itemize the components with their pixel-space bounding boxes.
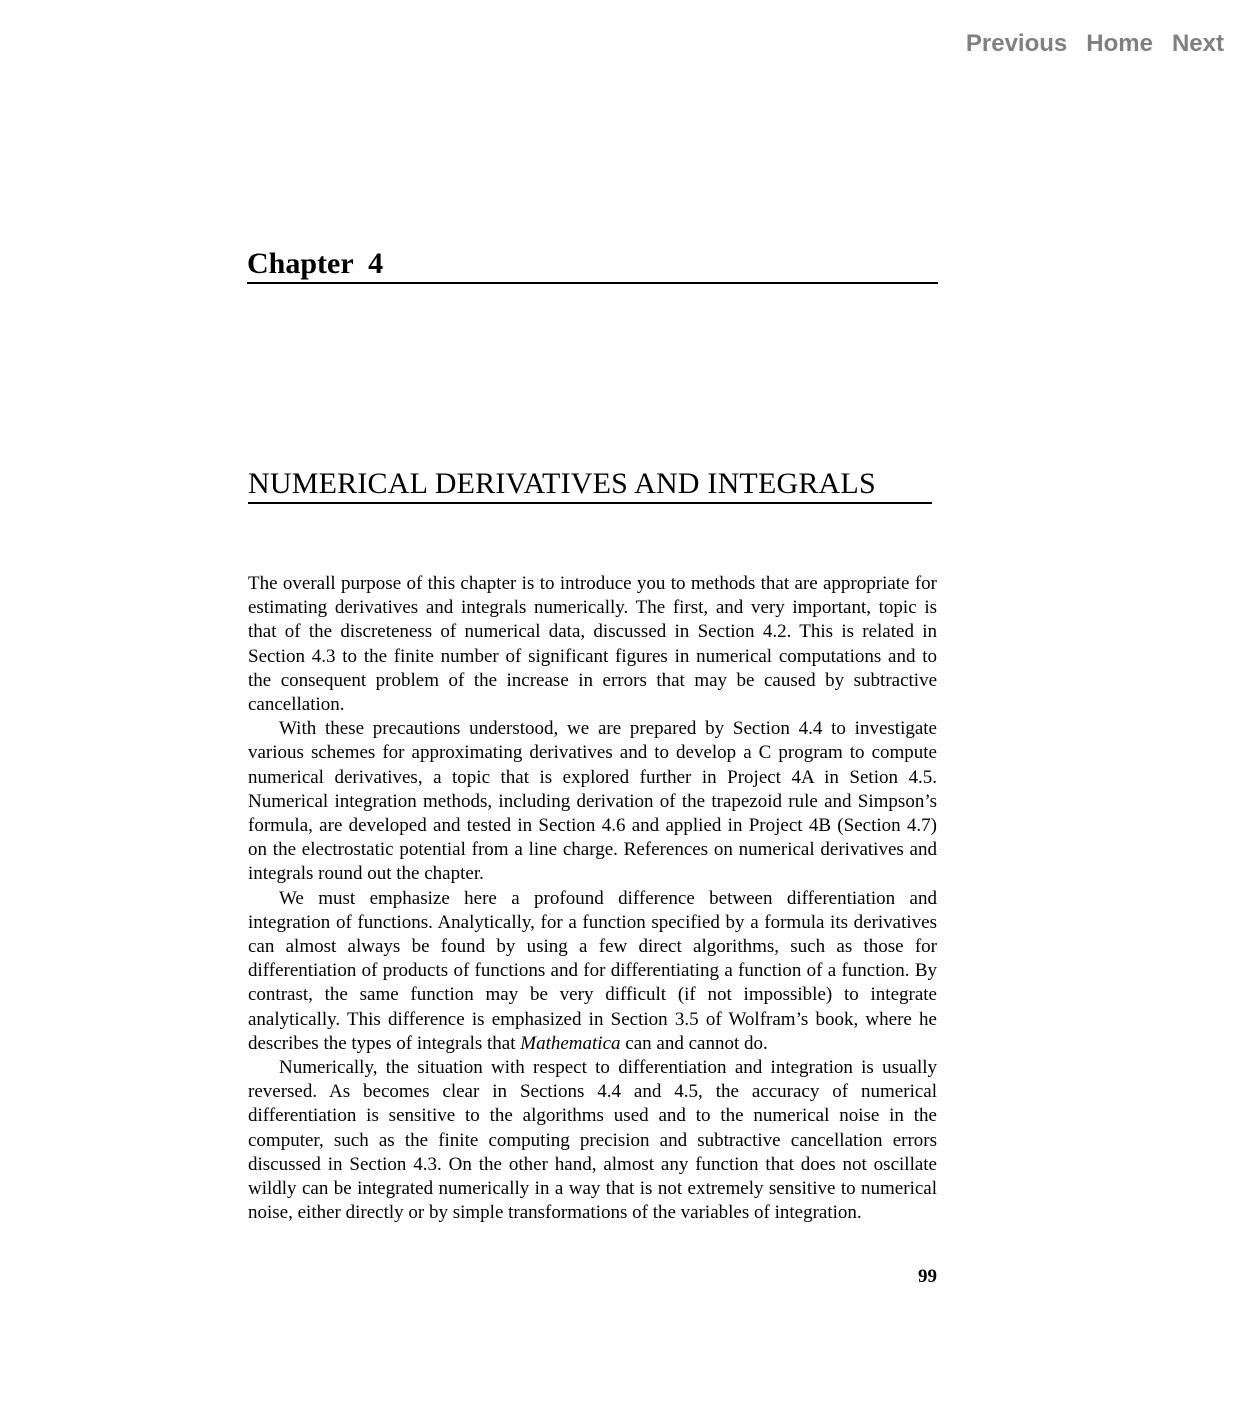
- home-link[interactable]: Home: [1086, 30, 1153, 57]
- page-number: 99: [918, 1266, 937, 1287]
- chapter-label: Chapter 4: [247, 246, 938, 284]
- page-navigation: [966, 30, 1224, 58]
- paragraph-3: [248, 887, 937, 1056]
- previous-link[interactable]: Previous: [965, 30, 1068, 57]
- paragraph-4: Numerically, the situation with respect to differentiation and integration is usually reversed. As becomes clear in Sections 4.4 and 4.5, the accuracy of numerical differentiation is sensitive to the algorithms used and to the numerical noise in the computer, such as the finite computing precision and subtractive cancellation errors discussed in Section 4.3. On the other hand, almost any function that does not oscillate wildly can be integrated numerically in a way that is not extremely sensitive to numerical noise, either directly or by simple transformations of the variables of integration.: [248, 1057, 937, 1224]
- paragraph-2: With these precautions understood, we are prepared by Section 4.4 to investigate various schemes for approximating derivatives and to develop a C program to compute numerical derivatives, a topic that is explored further in Project 4A in Setion 4.5. Numerical integration methods, including derivation of the trapezoid rule and Simpson’s formula, are developed and tested in Section 4.6 and applied in Project 4B (Section 4.7) on the electrostatic potential from a line charge. References on numerical derivatives and integrals round out the chapter.: [248, 718, 937, 885]
- paragraph-1: The overall purpose of this chapter is to introduce you to methods that are appropriate for estimating derivatives and integrals numerically. The first, and very important, topic is that of the discreteness of numerical data, discussed in Section 4.2. This is related in Section 4.3 to the finite number of significant figures in numerical computations and to the consequent problem of the increase in errors that may be caused by subtractive cancellation.: [248, 573, 937, 716]
- paragraph-3-tail: can and cannot do.: [620, 1032, 768, 1054]
- mathematica-emphasis: Mathematica: [520, 1032, 621, 1054]
- chapter-body: [248, 572, 937, 1225]
- chapter-title: NUMERICAL DERIVATIVES AND INTEGRALS: [248, 466, 932, 504]
- next-link[interactable]: Next: [1171, 30, 1224, 57]
- paragraph-3-text: We must emphasize here a profound difference between differentiation and integration of functions. Analytically, for a function specified by a formula its derivatives can almost always be found by using a few direct algorithms, such as those for differentiation of products of functions and for differentiating a function of a function. By contrast, the same function may be very difficult (if not impossible) to integrate analytically. This difference is emphasized in Section 3.5 of Wolfram’s book, where he describes the types of integrals that: [248, 887, 937, 1054]
